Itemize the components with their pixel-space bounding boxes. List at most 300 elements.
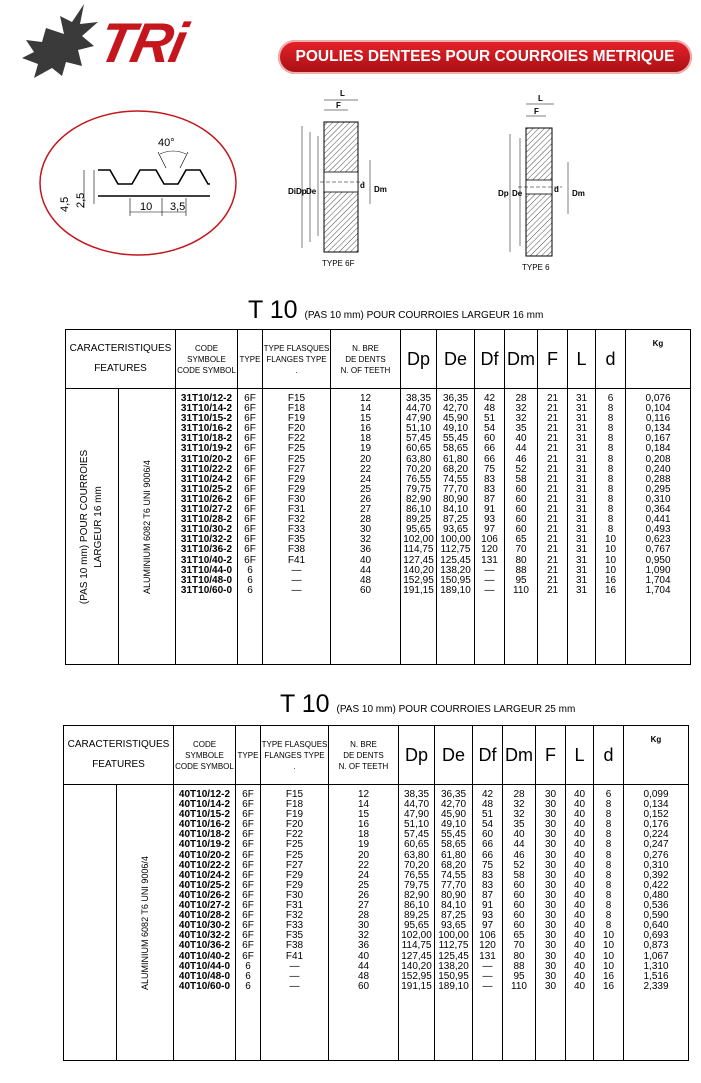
table-cell: 93	[483, 514, 496, 526]
table-cell: 40T10/25-2	[178, 879, 231, 891]
table-cell: 82,90	[403, 889, 430, 901]
col-code	[176, 389, 238, 665]
table-cell: 40T10/15-2	[178, 809, 231, 821]
side-label: (PAS 10 mm) POUR COURROIES LARGEUR 16 mm	[79, 449, 104, 604]
side-label-cell	[66, 389, 119, 665]
table-cell: 32	[359, 534, 372, 546]
table-cell: 58,65	[440, 839, 467, 851]
table-cell: 10	[602, 950, 615, 962]
table-cell: 60	[515, 524, 527, 536]
table-cell: 77,70	[440, 879, 467, 891]
table-cell: F25	[285, 839, 304, 851]
table-cell: 26	[357, 889, 370, 901]
table-cell: 6	[607, 393, 614, 404]
col-dm	[505, 389, 538, 665]
table-cell: 31T10/24-2	[180, 473, 233, 485]
table-cell: 36,35	[440, 789, 467, 800]
table-cell: 40T10/28-2	[178, 910, 231, 922]
table-cell: 21	[546, 493, 559, 505]
table-cell: 31	[575, 463, 588, 475]
table-cell: 40	[573, 849, 586, 861]
table-cell: 21	[546, 463, 559, 475]
height-label: 4,5	[59, 196, 71, 212]
table-cell: 6F	[242, 819, 254, 831]
table-cell: 87,25	[442, 514, 469, 526]
col-de	[437, 389, 475, 665]
table-cell: 36	[357, 940, 370, 952]
table-cell: 95	[513, 970, 525, 982]
table-cell: —	[289, 980, 300, 992]
table-cell: 8	[607, 524, 614, 536]
table-cell: 6F	[242, 829, 254, 841]
table-cell: 20	[359, 453, 372, 465]
table-cell: F19	[287, 413, 306, 425]
table-cell: 88	[513, 960, 525, 972]
type-header: TYPE	[238, 330, 263, 389]
table-cell: 8	[607, 483, 614, 495]
table-cell: 31T10/48-0	[180, 574, 233, 586]
table-cell: 6F	[244, 413, 256, 425]
table-cell: 40T10/30-2	[178, 920, 231, 932]
table-cell: 31T10/44-0	[180, 564, 233, 576]
material-label: ALUMINIUM 6082 T6 UNI 9006/4	[140, 855, 150, 990]
table-cell: 14	[359, 403, 372, 415]
table-cell: 48	[483, 403, 496, 415]
dim-l: L	[538, 94, 543, 103]
table-cell: 27	[359, 504, 372, 516]
teeth-header: N. BRE DE DENTS N. OF TEETH	[331, 330, 401, 389]
table-cell: 114,75	[401, 940, 432, 952]
col-d	[594, 785, 624, 1061]
col-type	[238, 389, 263, 665]
table-cell: 51	[483, 413, 496, 425]
data-row	[66, 389, 691, 665]
table-cell: 6F	[244, 393, 256, 404]
table-cell: 42	[481, 789, 494, 800]
table-cell: 12	[357, 789, 370, 800]
table-cell: 8	[607, 514, 614, 526]
type-6-caption: TYPE 6	[522, 263, 550, 272]
table-cell: 110	[511, 980, 527, 992]
depth-label: 2,5	[75, 192, 87, 208]
table-cell: 40	[573, 970, 586, 982]
table-cell: 32	[357, 930, 370, 942]
table-cell: 40	[573, 960, 586, 972]
d-header: d	[596, 330, 626, 389]
table-cell: 6F	[242, 930, 254, 942]
type-6-diagram	[490, 92, 600, 276]
table-cell: 18	[357, 829, 370, 841]
table-cell: 6F	[244, 403, 256, 415]
table-cell: 93,65	[440, 920, 467, 932]
table-cell: 60	[515, 483, 527, 495]
table-cell: F15	[287, 393, 306, 404]
table-cell: 19	[357, 839, 370, 851]
dm-header: Dm	[503, 726, 536, 785]
table-cell: 150,95	[440, 574, 471, 586]
col-l	[566, 785, 594, 1061]
table-cell: 31T10/19-2	[180, 443, 233, 455]
header-row	[66, 330, 691, 389]
table-cell: 6F	[242, 920, 254, 932]
table-cell: 102,00	[403, 534, 434, 546]
table-cell: F18	[285, 799, 304, 811]
table-cell: 30	[544, 789, 557, 800]
table-cell: 6F	[242, 849, 254, 861]
table-cell: 40	[573, 940, 586, 952]
table-cell: 54	[481, 819, 494, 831]
col-teeth	[329, 785, 399, 1061]
table-cell: 8	[605, 849, 612, 861]
table-cell: 16	[604, 584, 617, 596]
table-cell: F38	[287, 544, 306, 556]
table-cell: 60,65	[405, 443, 432, 455]
table-cell: 6F	[244, 493, 256, 505]
table-cell: 0,364	[645, 504, 671, 516]
table-cell: 70	[515, 544, 527, 556]
table-cell: 8	[607, 453, 614, 465]
table-cell: 15	[359, 413, 372, 425]
pitch-label: 10	[140, 201, 153, 213]
table-cell: F32	[285, 910, 304, 922]
table-cell: 100,00	[438, 930, 469, 942]
col-dp	[399, 785, 435, 1061]
table-cell: F29	[287, 473, 306, 485]
table-cell: F31	[285, 900, 304, 912]
table-cell: 79,75	[403, 879, 430, 891]
table-cell: 44	[359, 564, 372, 576]
kg-header: Kg	[626, 330, 691, 389]
table-cell: 30	[544, 809, 557, 821]
table-cell: —	[482, 980, 493, 992]
table-cell: 83	[483, 483, 496, 495]
table-cell: 24	[359, 473, 372, 485]
dim-dp: Dp	[296, 187, 307, 196]
table-cell: 0,693	[643, 930, 669, 942]
l-header: L	[566, 726, 594, 785]
table-cell: 75	[481, 859, 494, 871]
table-cell: —	[484, 564, 495, 576]
table-cell: 127,45	[401, 950, 432, 962]
table-cell: 40	[513, 829, 525, 841]
table-cell: F35	[285, 930, 304, 942]
table-cell: 58	[515, 473, 527, 485]
table-cell: 93	[481, 910, 494, 922]
table-cell: 40	[573, 889, 586, 901]
table-cell: 106	[479, 930, 496, 942]
table-cell: F35	[287, 534, 306, 546]
table-cell: 102,00	[401, 930, 432, 942]
table-cell: 6F	[244, 483, 256, 495]
table-2-subtitle: (PAS 10 mm) POUR COURROIES LARGEUR 25 mm	[336, 704, 576, 715]
table-cell: 31T10/16-2	[180, 423, 233, 435]
table-cell: 21	[546, 534, 559, 546]
dim-dm: Dm	[572, 189, 585, 198]
table-cell: 0,208	[645, 453, 671, 465]
table-cell: 40	[573, 910, 586, 922]
table-cell: 48	[357, 970, 370, 982]
table-cell: 40	[573, 829, 586, 841]
table-cell: 65	[513, 930, 525, 942]
table-2-title-main: T 10	[280, 690, 330, 718]
table-cell: 89,25	[405, 514, 432, 526]
table-cell: 25	[359, 483, 372, 495]
table-cell: —	[482, 960, 493, 972]
logo: TRi	[93, 11, 191, 74]
table-cell: F29	[285, 869, 304, 881]
col-dp	[401, 389, 437, 665]
table-cell: 60	[515, 504, 527, 516]
table-cell: 191,15	[401, 980, 432, 992]
table-cell: 20	[357, 849, 370, 861]
table-cell: 0,310	[645, 493, 671, 505]
table-cell: 40	[573, 900, 586, 912]
table-cell: 40T10/40-2	[178, 950, 231, 962]
table-cell: 6	[245, 980, 251, 992]
table-cell: 46	[515, 453, 527, 465]
table-cell: 60	[513, 910, 525, 922]
table-cell: 8	[605, 869, 612, 881]
table-cell: 60	[513, 889, 525, 901]
table-cell: 49,10	[442, 423, 469, 435]
table-cell: 80	[515, 554, 527, 566]
table-cell: 60	[359, 584, 372, 596]
table-cell: 8	[605, 809, 612, 821]
table-cell: 51,10	[403, 819, 430, 831]
table-cell: 63,80	[403, 849, 430, 861]
table-cell: F20	[285, 819, 304, 831]
table-cell: 61,80	[442, 453, 469, 465]
dim-d: d	[360, 181, 365, 190]
table-cell: 21	[546, 564, 559, 576]
table-cell: 60	[515, 514, 527, 526]
material-cell	[117, 785, 174, 1061]
col-type	[236, 785, 261, 1061]
table-cell: 0,116	[645, 413, 671, 425]
table-cell: 76,55	[403, 869, 430, 881]
f-header: F	[536, 726, 566, 785]
table-cell: F41	[287, 554, 306, 566]
table-cell: 16	[604, 574, 617, 586]
table-cell: 8	[605, 859, 612, 871]
table-cell: 1,090	[645, 564, 671, 576]
table-cell: 40	[573, 980, 586, 992]
table-cell: 6F	[242, 910, 254, 922]
table-cell: 140,20	[401, 960, 432, 972]
table-cell: 16	[359, 423, 372, 435]
table-cell: 16	[602, 980, 615, 992]
table-cell: F20	[287, 423, 306, 435]
table-cell: 52	[515, 463, 527, 475]
table-cell: 0,176	[643, 819, 669, 831]
table-cell: 6F	[244, 554, 256, 566]
table-cell: 189,10	[438, 980, 469, 992]
table-cell: 32	[513, 809, 525, 821]
table-cell: 40	[573, 879, 586, 891]
header-row	[64, 726, 689, 785]
table-cell: 42,70	[442, 403, 469, 415]
table-cell: F30	[287, 493, 306, 505]
table-cell: F22	[287, 433, 306, 445]
table-cell: 57,45	[403, 829, 430, 841]
table-cell: F38	[285, 940, 304, 952]
table-cell: 22	[359, 463, 372, 475]
table-cell: 54	[483, 423, 496, 435]
table-cell: 21	[546, 514, 559, 526]
table-cell: 30	[544, 940, 557, 952]
table-cell: 40T10/19-2	[178, 839, 231, 851]
table-cell: 65	[515, 534, 527, 546]
table-cell: F27	[287, 463, 306, 475]
table-cell: 58	[513, 869, 525, 881]
de-header: De	[435, 726, 473, 785]
table-cell: 31	[575, 433, 588, 445]
table-cell: 30	[544, 829, 557, 841]
table-cell: 26	[359, 493, 372, 505]
table-cell: 30	[544, 879, 557, 891]
table-cell: 30	[544, 960, 557, 972]
table-cell: 0,276	[643, 849, 669, 861]
table-cell: —	[291, 584, 302, 596]
table-cell: 40T10/12-2	[178, 789, 231, 800]
table-cell: 40	[573, 869, 586, 881]
tooth-profile-diagram	[38, 108, 238, 258]
table-cell: 6F	[244, 443, 256, 455]
table-cell: 31T10/32-2	[180, 534, 233, 546]
table-cell: 0,441	[645, 514, 671, 526]
table-cell: 70,20	[403, 859, 430, 871]
table-cell: 30	[359, 524, 372, 536]
table-cell: 0,392	[643, 869, 669, 881]
table-cell: 138,20	[440, 564, 471, 576]
table-cell: 8	[605, 900, 612, 912]
table-cell: 31	[575, 534, 588, 546]
table-cell: 8	[607, 493, 614, 505]
type-header: TYPE	[236, 726, 261, 785]
table-cell: 51,10	[405, 423, 432, 435]
table-cell: 88	[515, 564, 527, 576]
l-header: L	[568, 330, 596, 389]
table-cell: 30	[544, 920, 557, 932]
table-cell: 31T10/40-2	[180, 554, 233, 566]
table-cell: 0,590	[643, 910, 669, 922]
table-cell: 58,65	[442, 443, 469, 455]
table-cell: 45,90	[440, 809, 467, 821]
table-cell: 0,240	[645, 463, 671, 475]
table-cell: 76,55	[405, 473, 432, 485]
code-header: CODE SYMBOLE CODE SYMBOL	[176, 330, 238, 389]
col-code	[174, 785, 236, 1061]
table-cell: 60	[515, 493, 527, 505]
material-cell	[119, 389, 176, 665]
table-cell: 21	[546, 554, 559, 566]
table-cell: 10	[604, 564, 617, 576]
table-cell: 127,45	[403, 554, 434, 566]
table-cell: 15	[357, 809, 370, 821]
table-cell: 2,339	[643, 980, 669, 992]
table-cell: 131	[481, 554, 498, 566]
table-cell: 30	[544, 900, 557, 912]
table-cell: 40T10/22-2	[178, 859, 231, 871]
table-cell: 87,25	[440, 910, 467, 922]
table-cell: 8	[605, 889, 612, 901]
table-cell: 40T10/44-0	[178, 960, 231, 972]
material-label: ALUMINIUM 6082 T6 UNI 9006/4	[142, 459, 152, 594]
table-cell: 31T10/28-2	[180, 514, 233, 526]
table-cell: 30	[544, 819, 557, 831]
table-cell: 21	[546, 504, 559, 516]
table-cell: 189,10	[440, 584, 471, 596]
table-cell: 21	[546, 584, 559, 596]
col-f	[536, 785, 566, 1061]
table-cell: 44	[513, 839, 525, 851]
table-1-title-main: T 10	[248, 296, 298, 324]
type-6f-diagram	[284, 86, 394, 270]
table-cell: 6F	[244, 473, 256, 485]
table-cell: 22	[357, 859, 370, 871]
table-cell: 1,704	[645, 584, 671, 596]
table-cell: 95,65	[403, 920, 430, 932]
table-cell: 97	[483, 524, 496, 536]
table-cell: 114,75	[403, 544, 434, 556]
table-cell: 0,247	[643, 839, 669, 851]
table-2	[63, 725, 689, 1061]
table-cell: 21	[546, 544, 559, 556]
table-cell: 40	[573, 859, 586, 871]
col-d	[596, 389, 626, 665]
table-2-title	[280, 690, 575, 719]
table-cell: —	[484, 574, 495, 586]
table-cell: 40T10/14-2	[178, 799, 231, 811]
table-cell: 6F	[242, 839, 254, 851]
table-cell: 1,704	[645, 574, 671, 586]
table-cell: 0,310	[643, 859, 669, 871]
table-cell: 40T10/20-2	[178, 849, 231, 861]
table-cell: 21	[546, 393, 559, 404]
table-cell: 6	[245, 960, 251, 972]
table-cell: 60,65	[403, 839, 430, 851]
table-cell: 31	[575, 524, 588, 536]
table-cell: 6F	[242, 799, 254, 811]
teeth-header: N. BRE DE DENTS N. OF TEETH	[329, 726, 399, 785]
table-cell: 63,80	[405, 453, 432, 465]
table-cell: 36	[359, 544, 372, 556]
table-cell: 21	[546, 413, 559, 425]
table-cell: 35	[515, 423, 527, 435]
table-cell: 83	[481, 869, 494, 881]
table-cell: 106	[481, 534, 498, 546]
table-cell: 6	[247, 584, 253, 596]
table-cell: 8	[605, 829, 612, 841]
table-cell: 0,295	[645, 483, 671, 495]
table-cell: 60	[357, 980, 370, 992]
table-cell: 8	[607, 433, 614, 445]
dim-f: F	[534, 107, 539, 116]
table-cell: 6F	[244, 433, 256, 445]
table-cell: F33	[287, 524, 306, 536]
table-cell: 8	[605, 920, 612, 932]
table-cell: 30	[357, 920, 370, 932]
dp-header: Dp	[401, 330, 437, 389]
table-cell: 66	[481, 849, 494, 861]
table-cell: 10	[604, 544, 617, 556]
table-cell: 74,55	[442, 473, 469, 485]
table-cell: 6F	[242, 869, 254, 881]
col-l	[568, 389, 596, 665]
table-1-title	[248, 296, 543, 325]
f-header: F	[538, 330, 568, 389]
table-cell: 31T10/18-2	[180, 433, 233, 445]
